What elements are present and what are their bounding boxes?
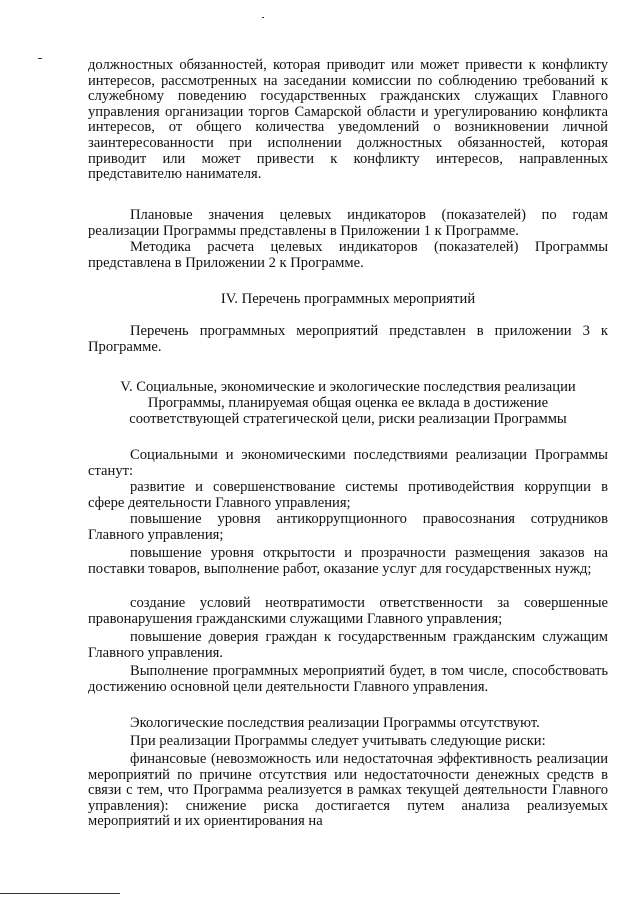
section-5-heading-line3: соответствующей стратегической цели, риски реализации Программы bbox=[129, 411, 567, 427]
scan-speck bbox=[262, 17, 264, 18]
methodology-paragraph: Методика расчета целевых индикаторов (показателей) Программы представлена в Приложении 2 к Программе. bbox=[88, 239, 608, 271]
intro-paragraph: должностных обязанностей, которая приводит или может привести к конфликту интересов, рассмотренных на заседании комиссии по соблюдению требований к служебному поведению государственных гражданских служащих Главного управления организации торгов Самарской области и урегулированию конфликта интересов, от общего количества уведомлений о возникновении личной заинтересованности при исполнении должностных обязанностей, которая приводит или может привести к конфликту интересов, направленных представителю нанимателя. bbox=[88, 57, 608, 183]
page-bottom-rule bbox=[0, 893, 120, 894]
consequence-item: развитие и совершенствование системы противодействия коррупции в сфере деятельности Главного управления; bbox=[88, 479, 608, 511]
ecological-paragraph: Экологические последствия реализации Программы отсутствуют. bbox=[130, 715, 540, 731]
consequence-item: повышение уровня открытости и прозрачности размещения заказов на поставки товаров, выполнение работ, оказание услуг для государственных нужд; bbox=[88, 545, 608, 577]
consequence-item: повышение уровня антикоррупционного правосознания сотрудников Главного управления; bbox=[88, 511, 608, 543]
financial-risk-paragraph: финансовые (невозможность или недостаточная эффективность реализации мероприятий по причине отсутствия или недостаточности денежных средств в связи с тем, что Программа реализуется в рамках текущей деятельности Главного управления): снижение риска достигается путем анализа реализуемых мероприятий и их ориентирования на bbox=[88, 751, 608, 830]
section-4-text: Перечень программных мероприятий представлен в приложении 3 к Программе. bbox=[88, 323, 608, 355]
planned-values-paragraph: Плановые значения целевых индикаторов (показателей) по годам реализации Программы представлены в Приложении 1 к Программе. bbox=[88, 207, 608, 239]
consequences-intro: Социальными и экономическими последствиями реализации Программы станут: bbox=[88, 447, 608, 479]
section-4-heading: IV. Перечень программных мероприятий bbox=[220, 291, 476, 307]
execution-paragraph: Выполнение программных мероприятий будет, в том числе, способствовать достижению основной цели деятельности Главного управления. bbox=[88, 663, 608, 695]
section-5-heading-line1: V. Социальные, экономические и экологические последствия реализации bbox=[120, 379, 576, 395]
section-5-heading-line2: Программы, планируемая общая оценка ее вклада в достижение bbox=[147, 395, 549, 411]
risks-intro: При реализации Программы следует учитывать следующие риски: bbox=[130, 733, 546, 749]
scan-speck bbox=[38, 58, 42, 59]
consequence-item: создание условий неотвратимости ответственности за совершенные правонарушения гражданскими служащими Главного управления; bbox=[88, 595, 608, 627]
consequence-item: повышение доверия граждан к государственным гражданским служащим Главного управления. bbox=[88, 629, 608, 661]
